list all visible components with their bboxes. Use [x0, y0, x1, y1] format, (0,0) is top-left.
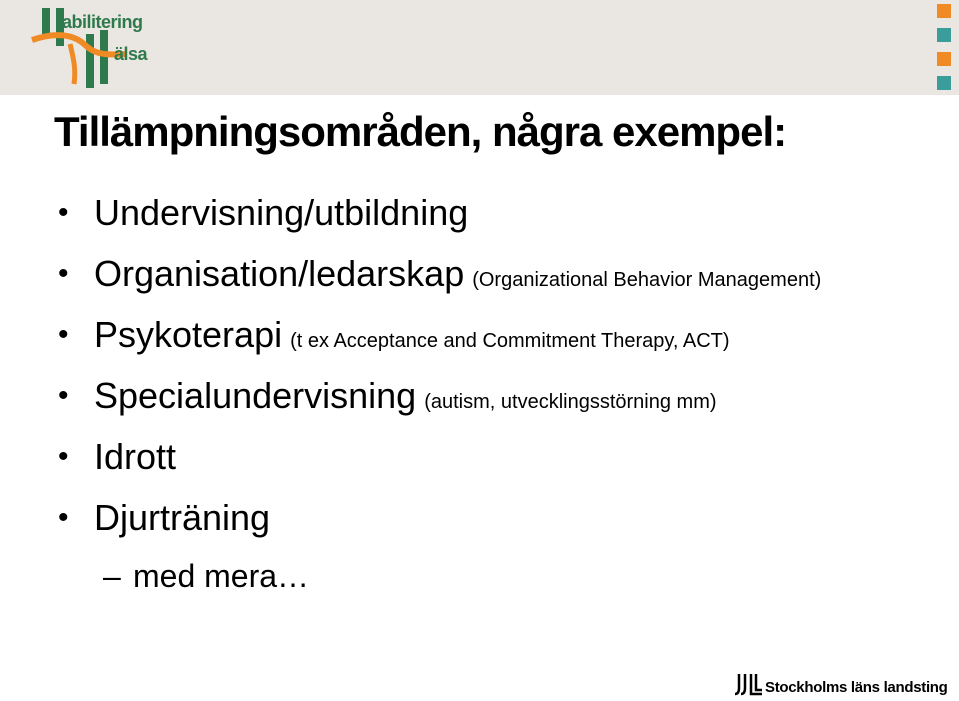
bullet-dot: • [58, 379, 69, 412]
teal-square-icon [937, 28, 951, 42]
sll-logo-icon [735, 672, 763, 698]
bullet-dot: • [58, 440, 69, 473]
orange-square-icon [937, 52, 951, 66]
bullet-main-text: Organisation/ledarskap [94, 253, 465, 294]
orange-square-icon [937, 4, 951, 18]
decorative-squares [937, 0, 959, 95]
slide-title: Tillämpningsområden, några exempel: [54, 108, 787, 155]
list-item [54, 249, 821, 310]
list-item [54, 371, 821, 432]
list-item [54, 310, 821, 371]
bullet-dot: • [58, 318, 69, 351]
habilitering-halsa-logo [30, 4, 165, 92]
sub-item-text: med mera… [133, 558, 310, 594]
dash-glyph: – [103, 558, 121, 594]
bullet-main-text: Specialundervisning [94, 375, 417, 416]
bullet-main-text: Djurträning [94, 497, 271, 538]
bullet-main-text: Idrott [94, 436, 177, 477]
bullet-list [54, 188, 821, 554]
bullet-note: (Organizational Behavior Management) [472, 269, 822, 291]
list-item [54, 493, 821, 554]
bullet-dot: • [58, 257, 69, 290]
list-item [54, 432, 821, 493]
bullet-main-text: Psykoterapi [94, 314, 283, 355]
bullet-dot: • [58, 196, 69, 229]
logo-word-bottom: älsa [114, 44, 148, 64]
sub-item [103, 556, 309, 596]
teal-square-icon [937, 76, 951, 90]
logo-word-top: abilitering [62, 12, 143, 32]
bullet-main-text: Undervisning/utbildning [94, 192, 469, 233]
bullet-note: (autism, utvecklingsstörning mm) [424, 391, 717, 413]
bullet-dot: • [58, 501, 69, 534]
footer-org-name: Stockholms läns landsting [765, 679, 948, 696]
bullet-note: (t ex Acceptance and Commitment Therapy, ACT) [290, 330, 730, 352]
list-item [54, 188, 821, 249]
